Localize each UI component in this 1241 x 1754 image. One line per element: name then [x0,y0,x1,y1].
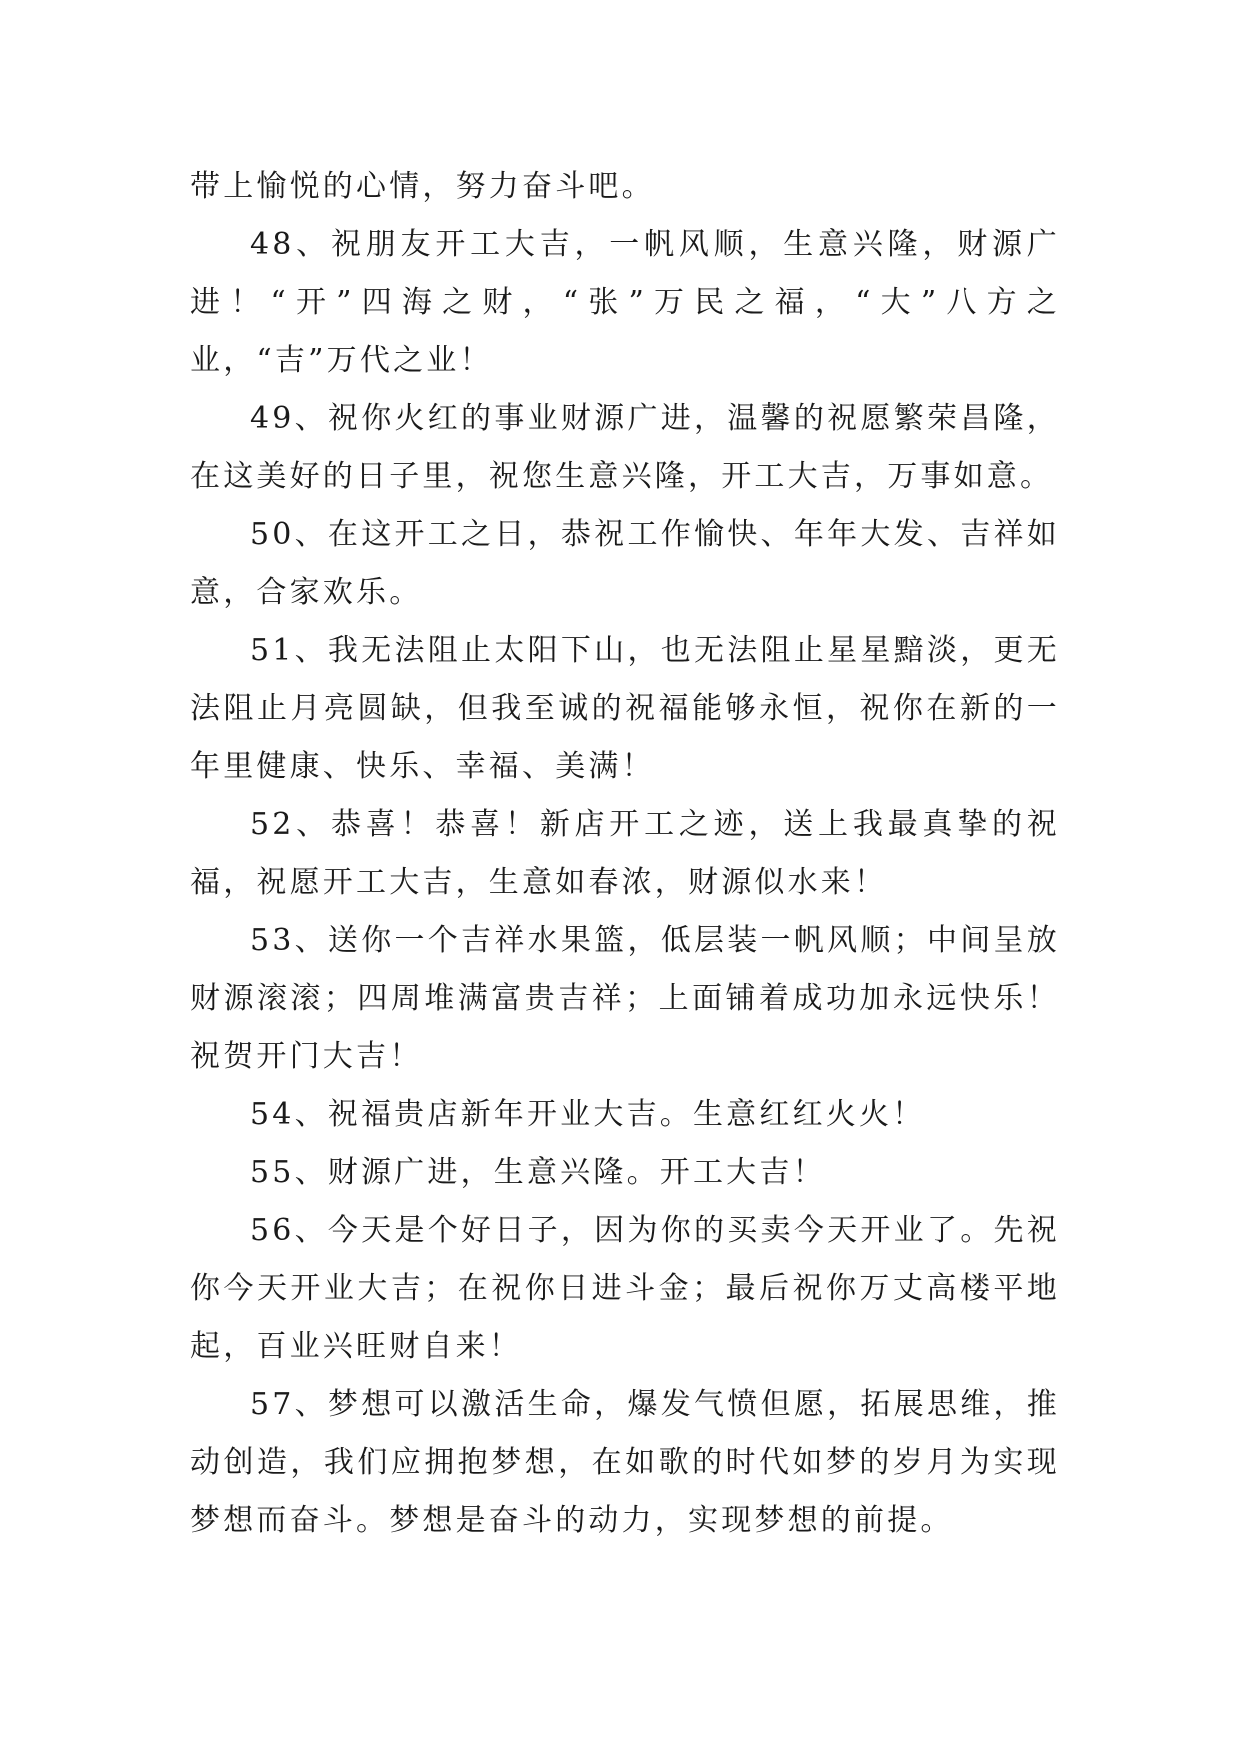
document-body [190,158,1060,1550]
paragraph-52: 52、恭喜！恭喜！新店开工之迹，送上我最真挚的祝福，祝愿开工大吉，生意如春浓，财源似水来！ [190,807,1060,900]
paragraph-48: 48、祝朋友开工大吉，一帆风顺，生意兴隆，财源广进！“开”四海之财，“张”万民之福，“大”八方之业，“吉”万代之业！ [190,227,1060,378]
paragraph-53: 53、送你一个吉祥水果篮，低层装一帆风顺；中间呈放财源滚滚；四周堆满富贵吉祥；上面铺着成功加永远快乐！祝贺开门大吉！ [190,923,1060,1074]
paragraph-54: 54、祝福贵店新年开业大吉。生意红红火火！ [250,1097,926,1132]
paragraph-55: 55、财源广进，生意兴隆。开工大吉！ [250,1155,826,1190]
paragraph-50: 50、在这开工之日，恭祝工作愉快、年年大发、吉祥如意，合家欢乐。 [190,517,1060,610]
paragraph-57: 57、梦想可以激活生命，爆发气愤但愿，拓展思维，推动创造，我们应拥抱梦想，在如歌的时代如梦的岁月为实现梦想而奋斗。梦想是奋斗的动力，实现梦想的前提。 [190,1387,1060,1538]
paragraph-56: 56、今天是个好日子，因为你的买卖今天开业了。先祝你今天开业大吉；在祝你日进斗金；最后祝你万丈高楼平地起，百业兴旺财自来！ [190,1213,1060,1364]
paragraph-continuation: 带上愉悦的心情，努力奋斗吧。 [190,169,655,204]
paragraph-49: 49、祝你火红的事业财源广进，温馨的祝愿繁荣昌隆，在这美好的日子里，祝您生意兴隆，开工大吉，万事如意。 [190,401,1060,494]
paragraph-51: 51、我无法阻止太阳下山，也无法阻止星星黯淡，更无法阻止月亮圆缺，但我至诚的祝福能够永恒，祝你在新的一年里健康、快乐、幸福、美满！ [190,633,1060,784]
